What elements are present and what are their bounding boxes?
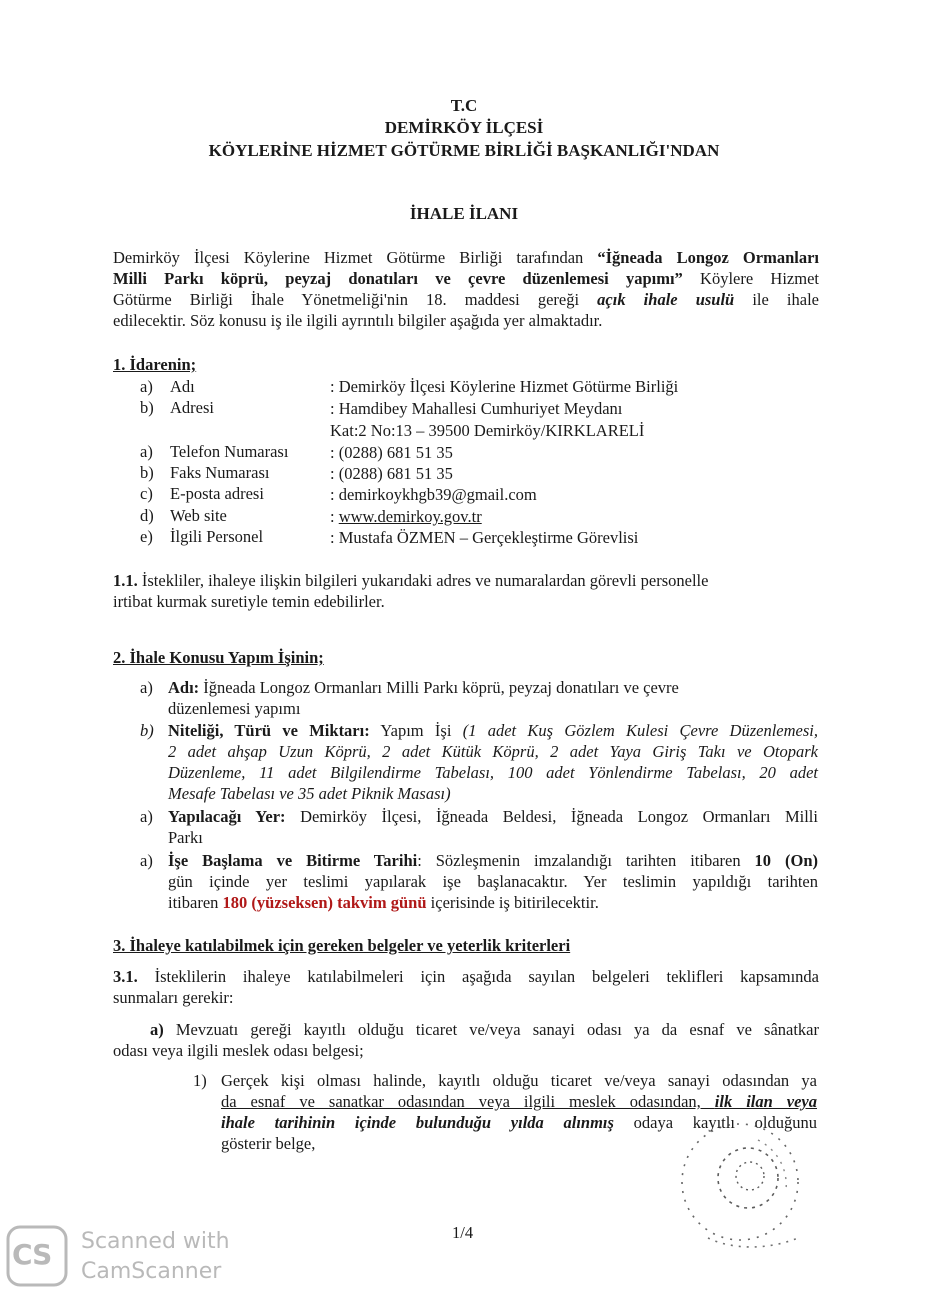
- intro-text: Demirköy İlçesi Köylerine Hizmet Götürme Birliği tarafından: [113, 248, 598, 267]
- row-label: Adresi: [170, 398, 214, 417]
- row-key: e): [140, 527, 153, 546]
- section1-heading: 1. İdarenin;: [113, 355, 197, 374]
- row-key: a): [140, 377, 153, 396]
- row-label: İlgili Personel: [170, 527, 264, 546]
- note-text: İstekliler, ihaleye ilişkin bilgileri yukarıdaki adres ve numaralardan görevli personelle: [137, 571, 709, 590]
- item-text: Düzenleme, 11 adet Bilgilendirme Tabelası, 100 adet Yönlendirme Tabelası, 20 adet: [168, 763, 818, 782]
- row-value: : Hamdibey Mahallesi Cumhuriyet Meydanı: [330, 399, 623, 418]
- item-text: Yapım İşi: [369, 721, 463, 740]
- item-key: 1): [193, 1071, 207, 1090]
- watermark-line1: Scanned with: [81, 1229, 230, 1254]
- row-label: Web site: [170, 506, 227, 525]
- item-label: Yapılacağı Yer:: [168, 807, 286, 826]
- item-text: : Sözleşmenin imzalandığı tarihten itibaren: [417, 851, 755, 870]
- intro-procedure: açık ihale usulü: [597, 290, 735, 309]
- row-key: c): [140, 484, 153, 503]
- row-key: d): [140, 506, 154, 525]
- item-label: Adı:: [168, 678, 200, 697]
- row-key: b): [140, 398, 154, 417]
- row-label: Telefon Numarası: [170, 442, 289, 461]
- item-text: Mesafe Tabelası ve 35 adet Piknik Masası): [168, 784, 451, 803]
- row-label: E-posta adresi: [170, 484, 264, 503]
- official-seal-icon: [648, 1120, 828, 1260]
- intro-text: Götürme Birliği İhale Yönetmeliği'nin 18. maddesi gereği: [113, 290, 598, 309]
- row-label: Adı: [170, 377, 195, 396]
- document-title: İHALE İLANI: [409, 204, 519, 223]
- section3-heading: 3. İhaleye katılabilmek için gereken belgeler ve yeterlik kriterleri: [113, 936, 571, 955]
- intro-text: edilecektir. Söz konusu iş ile ilgili ayrıntılı bilgiler aşağıda yer almaktadır.: [113, 311, 603, 330]
- item-text: İğneada Longoz Ormanları Milli Parkı köprü, peyzaj donatıları ve çevre: [199, 678, 679, 697]
- item-label: Niteliği, Türü ve Miktarı:: [168, 721, 370, 740]
- item-text: Gerçek kişi olması halinde, kayıtlı olduğu ticaret ve/veya sanayi odasından ya: [221, 1071, 817, 1090]
- intro-project-name: “İğneada Longoz Ormanları: [597, 248, 819, 267]
- item-text: Parkı: [168, 828, 203, 847]
- item-text: ihale tarihinin içinde bulunduğu yılda alınmış: [221, 1113, 614, 1132]
- camscanner-watermark: [0, 1218, 250, 1294]
- para-text: odası veya ilgili meslek odası belgesi;: [113, 1041, 364, 1060]
- item-text: da esnaf ve sanatkar odasından veya ilgili meslek odasından,: [221, 1092, 715, 1111]
- section3-para-a: [113, 1019, 819, 1061]
- duration-highlight: 180 (yüzseksen) takvim günü: [222, 893, 427, 912]
- item-key: a): [140, 678, 153, 697]
- item-key: a): [140, 851, 153, 870]
- row-label: Faks Numarası: [170, 463, 270, 482]
- para-text: İsteklilerin ihaleye katılabilmeleri için aşağıda sayılan belgeleri teklifleri kapsamında: [137, 967, 819, 986]
- item-text: itibaren: [168, 893, 223, 912]
- watermark-line2: CamScanner: [81, 1259, 222, 1284]
- row-value: : Demirköy İlçesi Köylerine Hizmet Götürme Birliği: [330, 377, 679, 396]
- para-text: Mevzuatı gereği kayıtlı olduğu ticaret ve/veya sanayi odası ya da esnaf ve sânatkar: [163, 1020, 819, 1039]
- intro-project-name-cont: Milli Parkı köprü, peyzaj donatıları ve çevre düzenlemesi yapımı”: [113, 269, 683, 288]
- item-text: (1 adet Kuş Gözlem Kulesi Çevre Düzenlemesi,: [462, 721, 818, 740]
- header-authority: KÖYLERİNE HİZMET GÖTÜRME BİRLİĞİ BAŞKANLIĞI'NDAN: [208, 141, 720, 160]
- item-text: içerisinde iş bitirilecektir.: [426, 893, 599, 912]
- row-value: [330, 506, 482, 527]
- row-value: : Mustafa ÖZMEN – Gerçekleştirme Görevlisi: [330, 528, 639, 547]
- website-link[interactable]: www.demirkoy.gov.tr: [338, 507, 482, 526]
- header-district: DEMİRKÖY İLÇESİ: [384, 118, 544, 137]
- section1-note: [113, 570, 708, 591]
- row-value: : demirkoykhgb39@gmail.com: [330, 485, 537, 504]
- camscanner-logo-text: CS: [12, 1238, 52, 1271]
- row-key: b): [140, 463, 154, 482]
- row-value: : (0288) 681 51 35: [330, 443, 453, 462]
- item-text: 2 adet ahşap Uzun Köprü, 2 adet Kütük Köprü, 2 adet Yaya Giriş Takı ve Otopark: [168, 742, 818, 761]
- note-text: irtibat kurmak suretiyle temin edebilirler.: [113, 592, 385, 611]
- note-number: 1.1.: [113, 571, 138, 590]
- page-number: 1/4: [452, 1223, 474, 1242]
- para-label: a): [150, 1020, 164, 1039]
- row-value-colon: :: [330, 507, 339, 526]
- row-value: : (0288) 681 51 35: [330, 464, 453, 483]
- item-text: 10 (On): [754, 851, 818, 870]
- row-key: a): [140, 442, 153, 461]
- item-text: Demirköy İlçesi, İğneada Beldesi, İğneada Longoz Ormanları Milli: [285, 807, 818, 826]
- intro-text: ile ihale: [734, 290, 819, 309]
- intro-text: Köylere Hizmet: [682, 269, 819, 288]
- section2-heading: 2. İhale Konusu Yapım İşinin;: [113, 648, 324, 667]
- row-value-cont: Kat:2 No:13 – 39500 Demirköy/KIRKLARELİ: [330, 421, 645, 440]
- para-text: sunmaları gerekir:: [113, 988, 234, 1007]
- item-key: b): [140, 721, 154, 740]
- item-text: ilk ilan veya: [714, 1092, 818, 1111]
- item-key: a): [140, 807, 153, 826]
- intro-paragraph: [113, 247, 819, 331]
- section3-para-31: [113, 966, 819, 1008]
- item-label: İşe Başlama ve Bitirme Tarihi: [168, 851, 418, 870]
- item-text: gün içinde yer teslimi yapılarak işe başlanacaktır. Yer teslimin yapıldığı tarihten: [168, 872, 818, 891]
- item-text: gösterir belge,: [221, 1134, 316, 1153]
- item-text: düzenlemesi yapımı: [168, 699, 301, 718]
- para-number: 3.1.: [113, 967, 138, 986]
- header-tc: T.C: [450, 96, 478, 115]
- item-text: odaya kayıtlı olduğunu: [613, 1113, 817, 1132]
